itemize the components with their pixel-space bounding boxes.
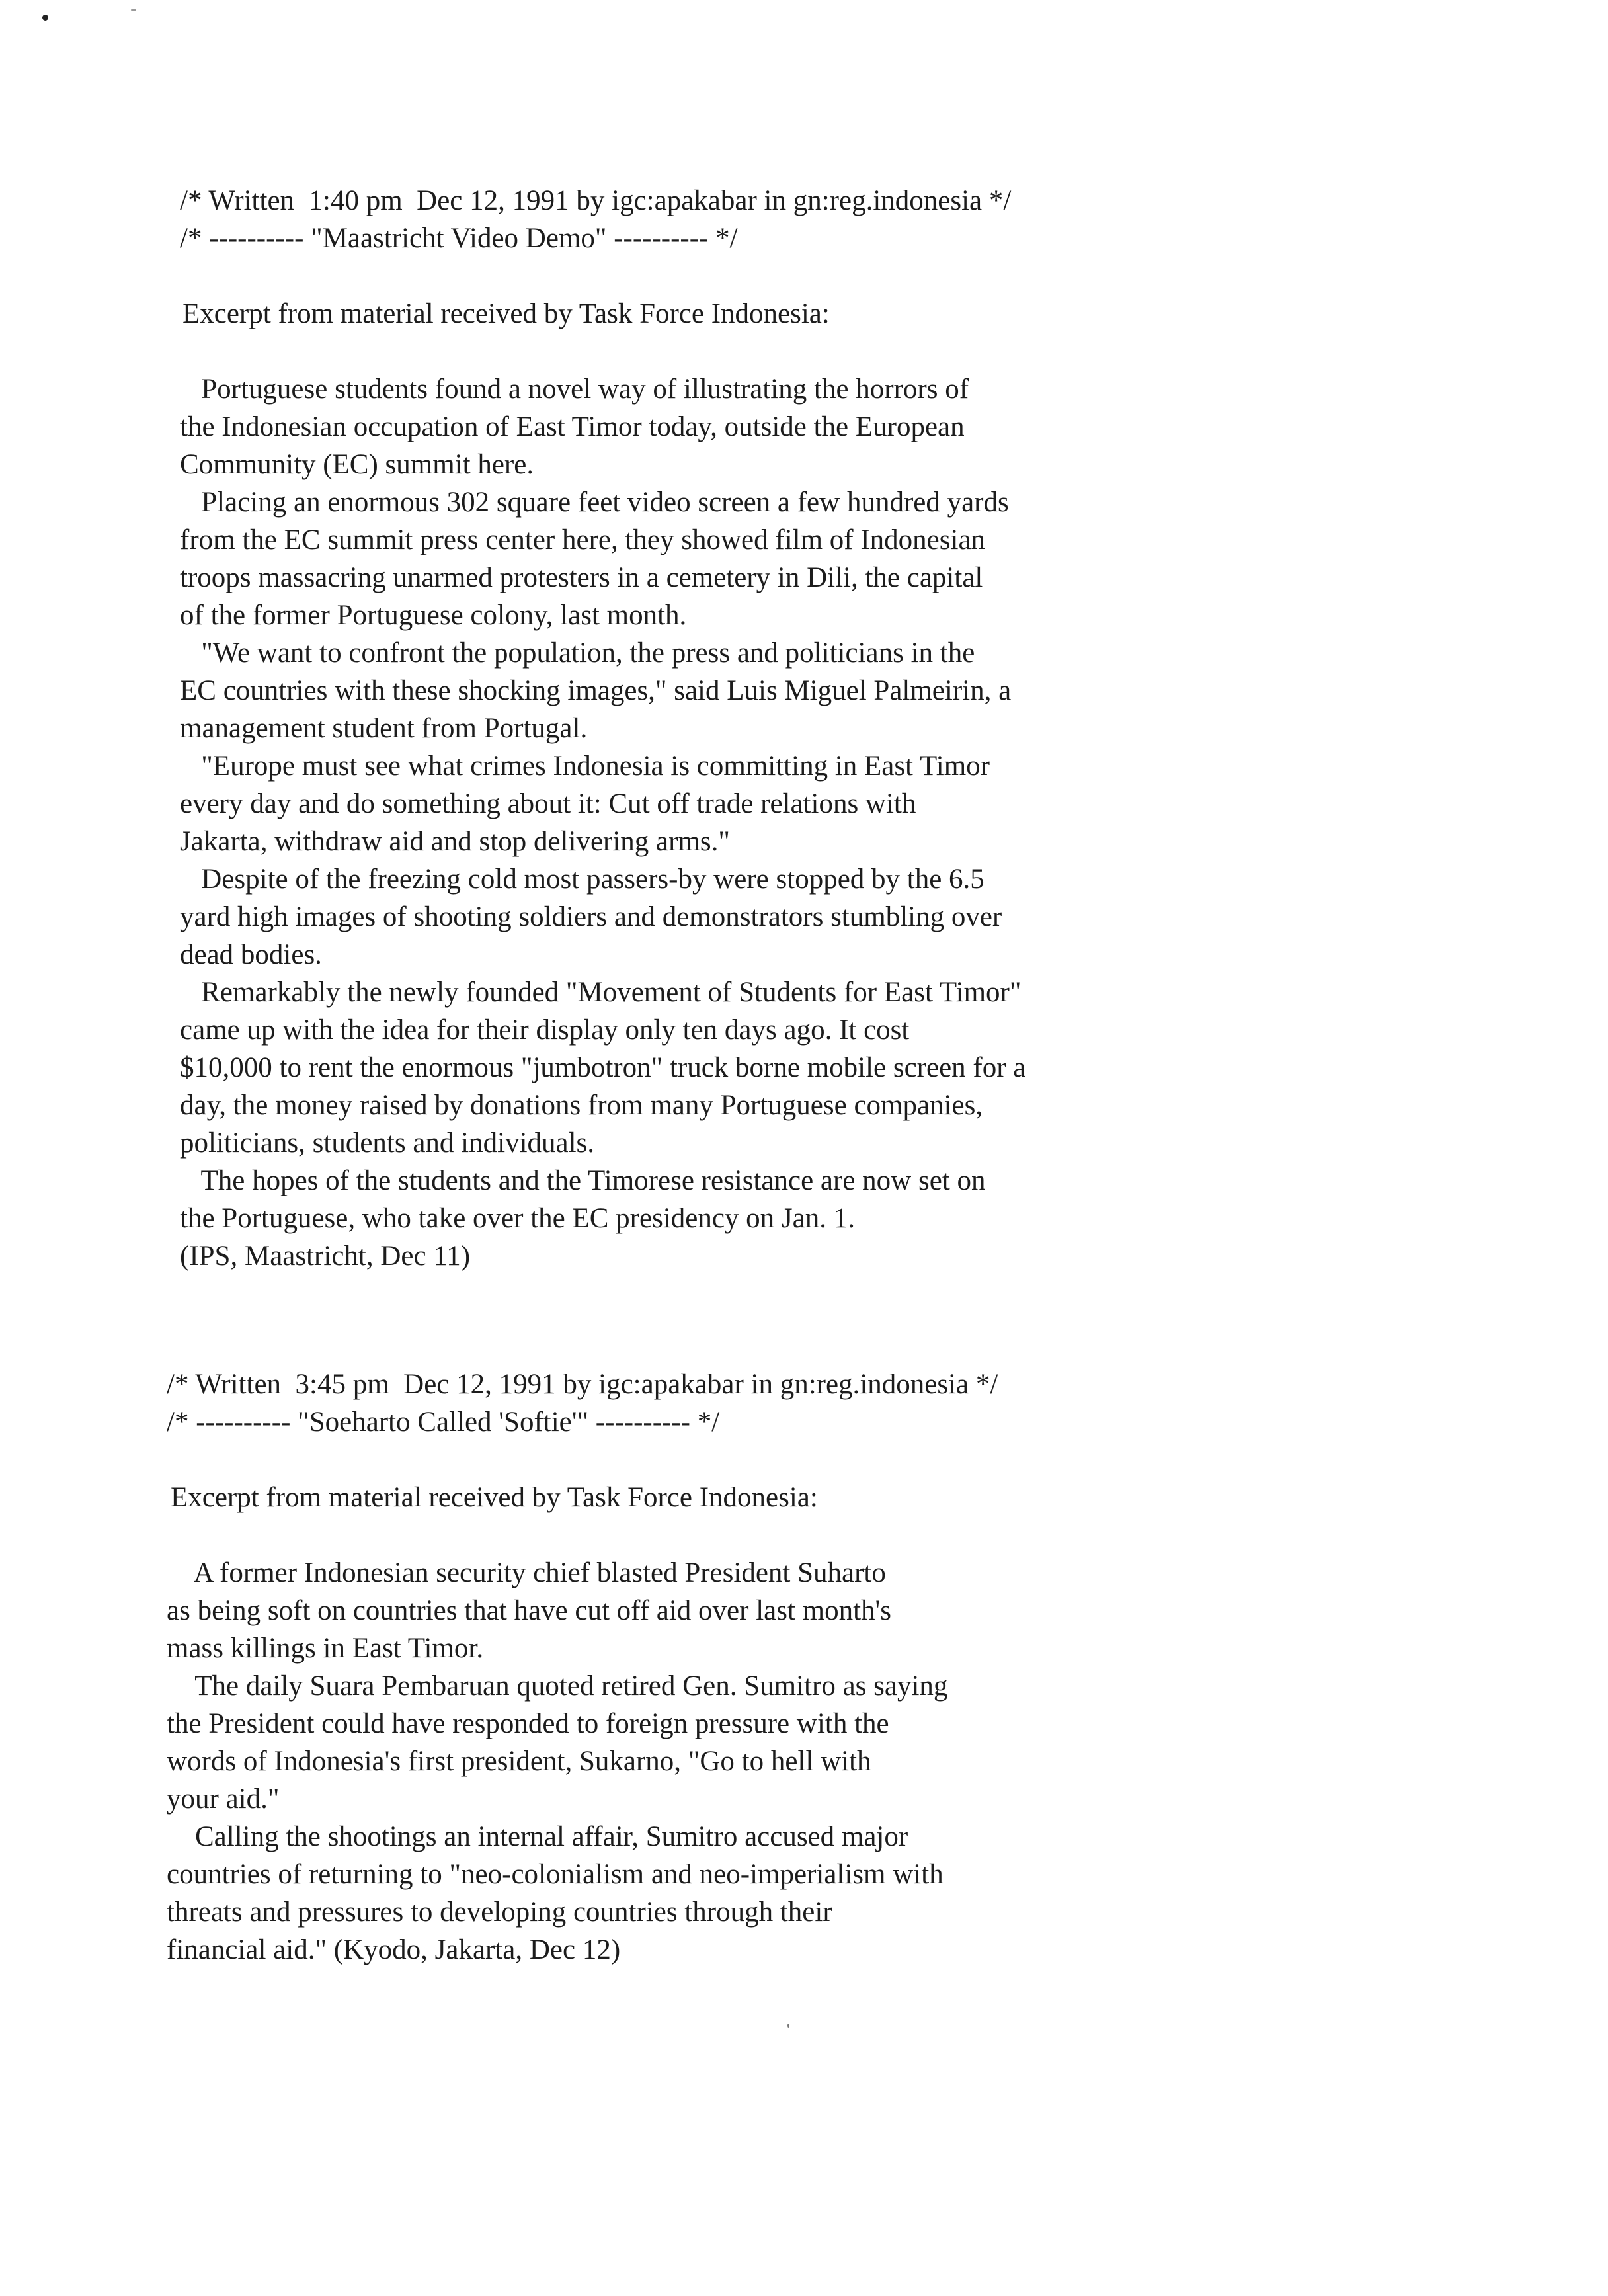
article-soeharto (167, 1366, 1489, 1969)
body-line: threats and pressures to developing countries through their (167, 1897, 832, 1928)
body-line: A former Indonesian security chief blasted President Suharto (167, 1557, 886, 1588)
body-line: dead bodies. (180, 939, 322, 970)
body-line: troops massacring unarmed protesters in a cemetery in Dili, the capital (180, 562, 983, 593)
body-line: of the former Portuguese colony, last month. (180, 600, 687, 631)
body-line: EC countries with these shocking images," said Luis Miguel Palmeirin, a (180, 675, 1012, 706)
body-line: every day and do something about it: Cut off trade relations with (180, 788, 916, 819)
article-intro: Excerpt from material received by Task Force Indonesia: (182, 298, 830, 329)
article-title-line: /* ---------- "Maastricht Video Demo" ---------- */ (180, 223, 738, 254)
scan-speck (42, 15, 48, 20)
article-body (167, 1554, 1489, 1969)
article-header-line: /* Written 3:45 pm Dec 12, 1991 by igc:apakabar in gn:reg.indonesia */ (167, 1369, 998, 1400)
article-source: financial aid." (Kyodo, Jakarta, Dec 12) (167, 1934, 621, 1965)
body-line: the Indonesian occupation of East Timor today, outside the European (180, 411, 965, 442)
article-header-line: /* Written 1:40 pm Dec 12, 1991 by igc:apakabar in gn:reg.indonesia */ (180, 185, 1012, 216)
body-line: yard high images of shooting soldiers and demonstrators stumbling over (180, 901, 1002, 932)
body-line: politicians, students and individuals. (180, 1128, 595, 1159)
body-line: "Europe must see what crimes Indonesia is committing in East Timor (180, 751, 990, 782)
body-line: The hopes of the students and the Timorese resistance are now set on (180, 1165, 986, 1196)
body-line: Portuguese students found a novel way of illustrating the horrors of (180, 374, 969, 405)
scan-speck (787, 2024, 789, 2028)
body-line: The daily Suara Pembaruan quoted retired Gen. Sumitro as saying (167, 1670, 948, 1702)
article-title-line: /* ---------- "Soeharto Called 'Softie'" ---------- */ (167, 1407, 720, 1438)
body-line: countries of returning to "neo-colonialism and neo-imperialism with (167, 1859, 944, 1890)
body-line: mass killings in East Timor. (167, 1633, 484, 1664)
body-line: "We want to confront the population, the press and politicians in the (180, 637, 975, 669)
article-maastricht (180, 182, 1502, 1275)
body-line: $10,000 to rent the enormous "jumbotron" truck borne mobile screen for a (180, 1052, 1026, 1083)
article-body (180, 370, 1502, 1275)
scan-speck (131, 9, 136, 11)
body-line: Jakarta, withdraw aid and stop delivering arms." (180, 826, 730, 857)
body-line: Community (EC) summit here. (180, 449, 534, 480)
body-line: words of Indonesia's first president, Sukarno, "Go to hell with (167, 1746, 871, 1777)
body-line: day, the money raised by donations from many Portuguese companies, (180, 1090, 983, 1121)
body-line: management student from Portugal. (180, 713, 588, 744)
body-line: Placing an enormous 302 square feet video screen a few hundred yards (180, 487, 1009, 518)
body-line: your aid." (167, 1784, 280, 1815)
article-intro: Excerpt from material received by Task Force Indonesia: (171, 1482, 818, 1513)
body-line: Despite of the freezing cold most passers-by were stopped by the 6.5 (180, 864, 985, 895)
body-line: Remarkably the newly founded "Movement of Students for East Timor" (180, 977, 1022, 1008)
body-line: from the EC summit press center here, they showed film of Indonesian (180, 524, 986, 555)
body-line: as being soft on countries that have cut off aid over last month's (167, 1595, 892, 1626)
body-line: came up with the idea for their display only ten days ago. It cost (180, 1014, 910, 1046)
body-line: Calling the shootings an internal affair, Sumitro accused major (167, 1821, 908, 1852)
body-line: the President could have responded to foreign pressure with the (167, 1708, 889, 1739)
body-line: the Portuguese, who take over the EC presidency on Jan. 1. (180, 1203, 855, 1234)
article-source: (IPS, Maastricht, Dec 11) (180, 1241, 471, 1272)
